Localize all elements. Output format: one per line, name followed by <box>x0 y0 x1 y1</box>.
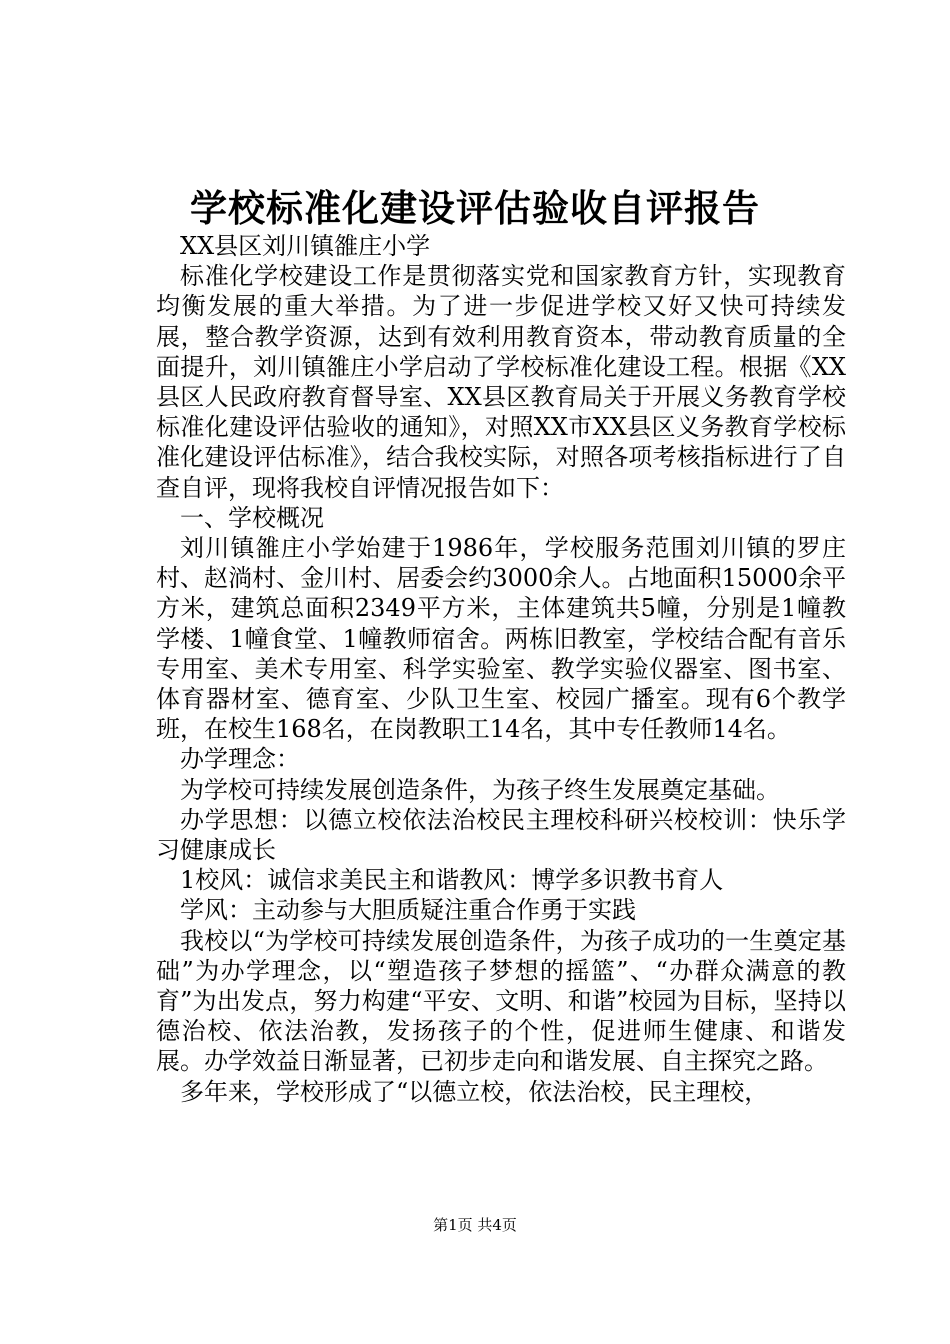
page-footer: 第1页 共4页 <box>433 1216 517 1234</box>
school-thought-paragraph: 办学思想：以德立校依法治校民主理校科研兴校校训：快乐学习健康成长 <box>156 805 846 865</box>
document-body <box>156 231 846 1107</box>
intro-paragraph: 标准化学校建设工作是贯彻落实党和国家教育方针，实现教育均衡发展的重大举措。为了进一步促进学校又好又快可持续发展，整合教学资源，达到有效利用教育资本，带动教育质量的全面提升，刘川镇雒庄小学启动了学校标准化建设工程。根据《XX县区人民政府教育督导室、XX县区教育局关于开展义务教育学校标准化建设评估验收的通知》，对照XX市XX县区义务教育学校标准化建设评估标准》，结合我校实际，对照各项考核指标进行了自查自评，现将我校自评情况报告如下： <box>156 262 846 502</box>
school-spirit-paragraph: 1校风：诚信求美民主和谐教风：博学多识教书育人 <box>180 866 724 895</box>
document-title: 学校标准化建设评估验收自评报告 <box>190 186 760 230</box>
mission-paragraph: 我校以“为学校可持续发展创造条件，为孩子成功的一生奠定基础”为办学理念，以“塑造孩子梦想的摇篮”、“办群众满意的教育”为出发点，努力构建“平安、文明、和谐”校园为目标，坚持以德治校、依法治教，发扬孩子的个性，促进师生健康、和谐发展。办学效益日渐显著，已初步走向和谐发展、自主探究之路。 <box>156 926 846 1076</box>
overview-paragraph: 刘川镇雒庄小学始建于1986年，学校服务范围刘川镇的罗庄村、赵淌村、金川村、居委会约3000余人。占地面积15000余平方米，建筑总面积2349平方米，主体建筑共5幢，分别是1幢教学楼、1幢食堂、1幢教师宿舍。两栋旧教室，学校结合配有音乐专用室、美术专用室、科学实验室、教学实验仪器室、图书室、体育器材室、德育室、少队卫生室、校园广播室。现有6个教学班，在校生168名，在岗教职工14名，其中专任教师14名。 <box>156 534 846 744</box>
study-spirit-paragraph: 学风：主动参与大胆质疑注重合作勇于实践 <box>180 896 636 925</box>
philosophy-heading: 办学理念： <box>180 745 300 774</box>
section-heading-overview: 一、学校概况 <box>180 503 324 532</box>
school-name-line: XX县区刘川镇雒庄小学 <box>180 232 431 260</box>
philosophy-paragraph: 为学校可持续发展创造条件，为孩子终生发展奠定基础。 <box>180 775 780 804</box>
history-paragraph: 多年来，学校形成了“以德立校，依法治校，民主理校， <box>180 1077 769 1106</box>
